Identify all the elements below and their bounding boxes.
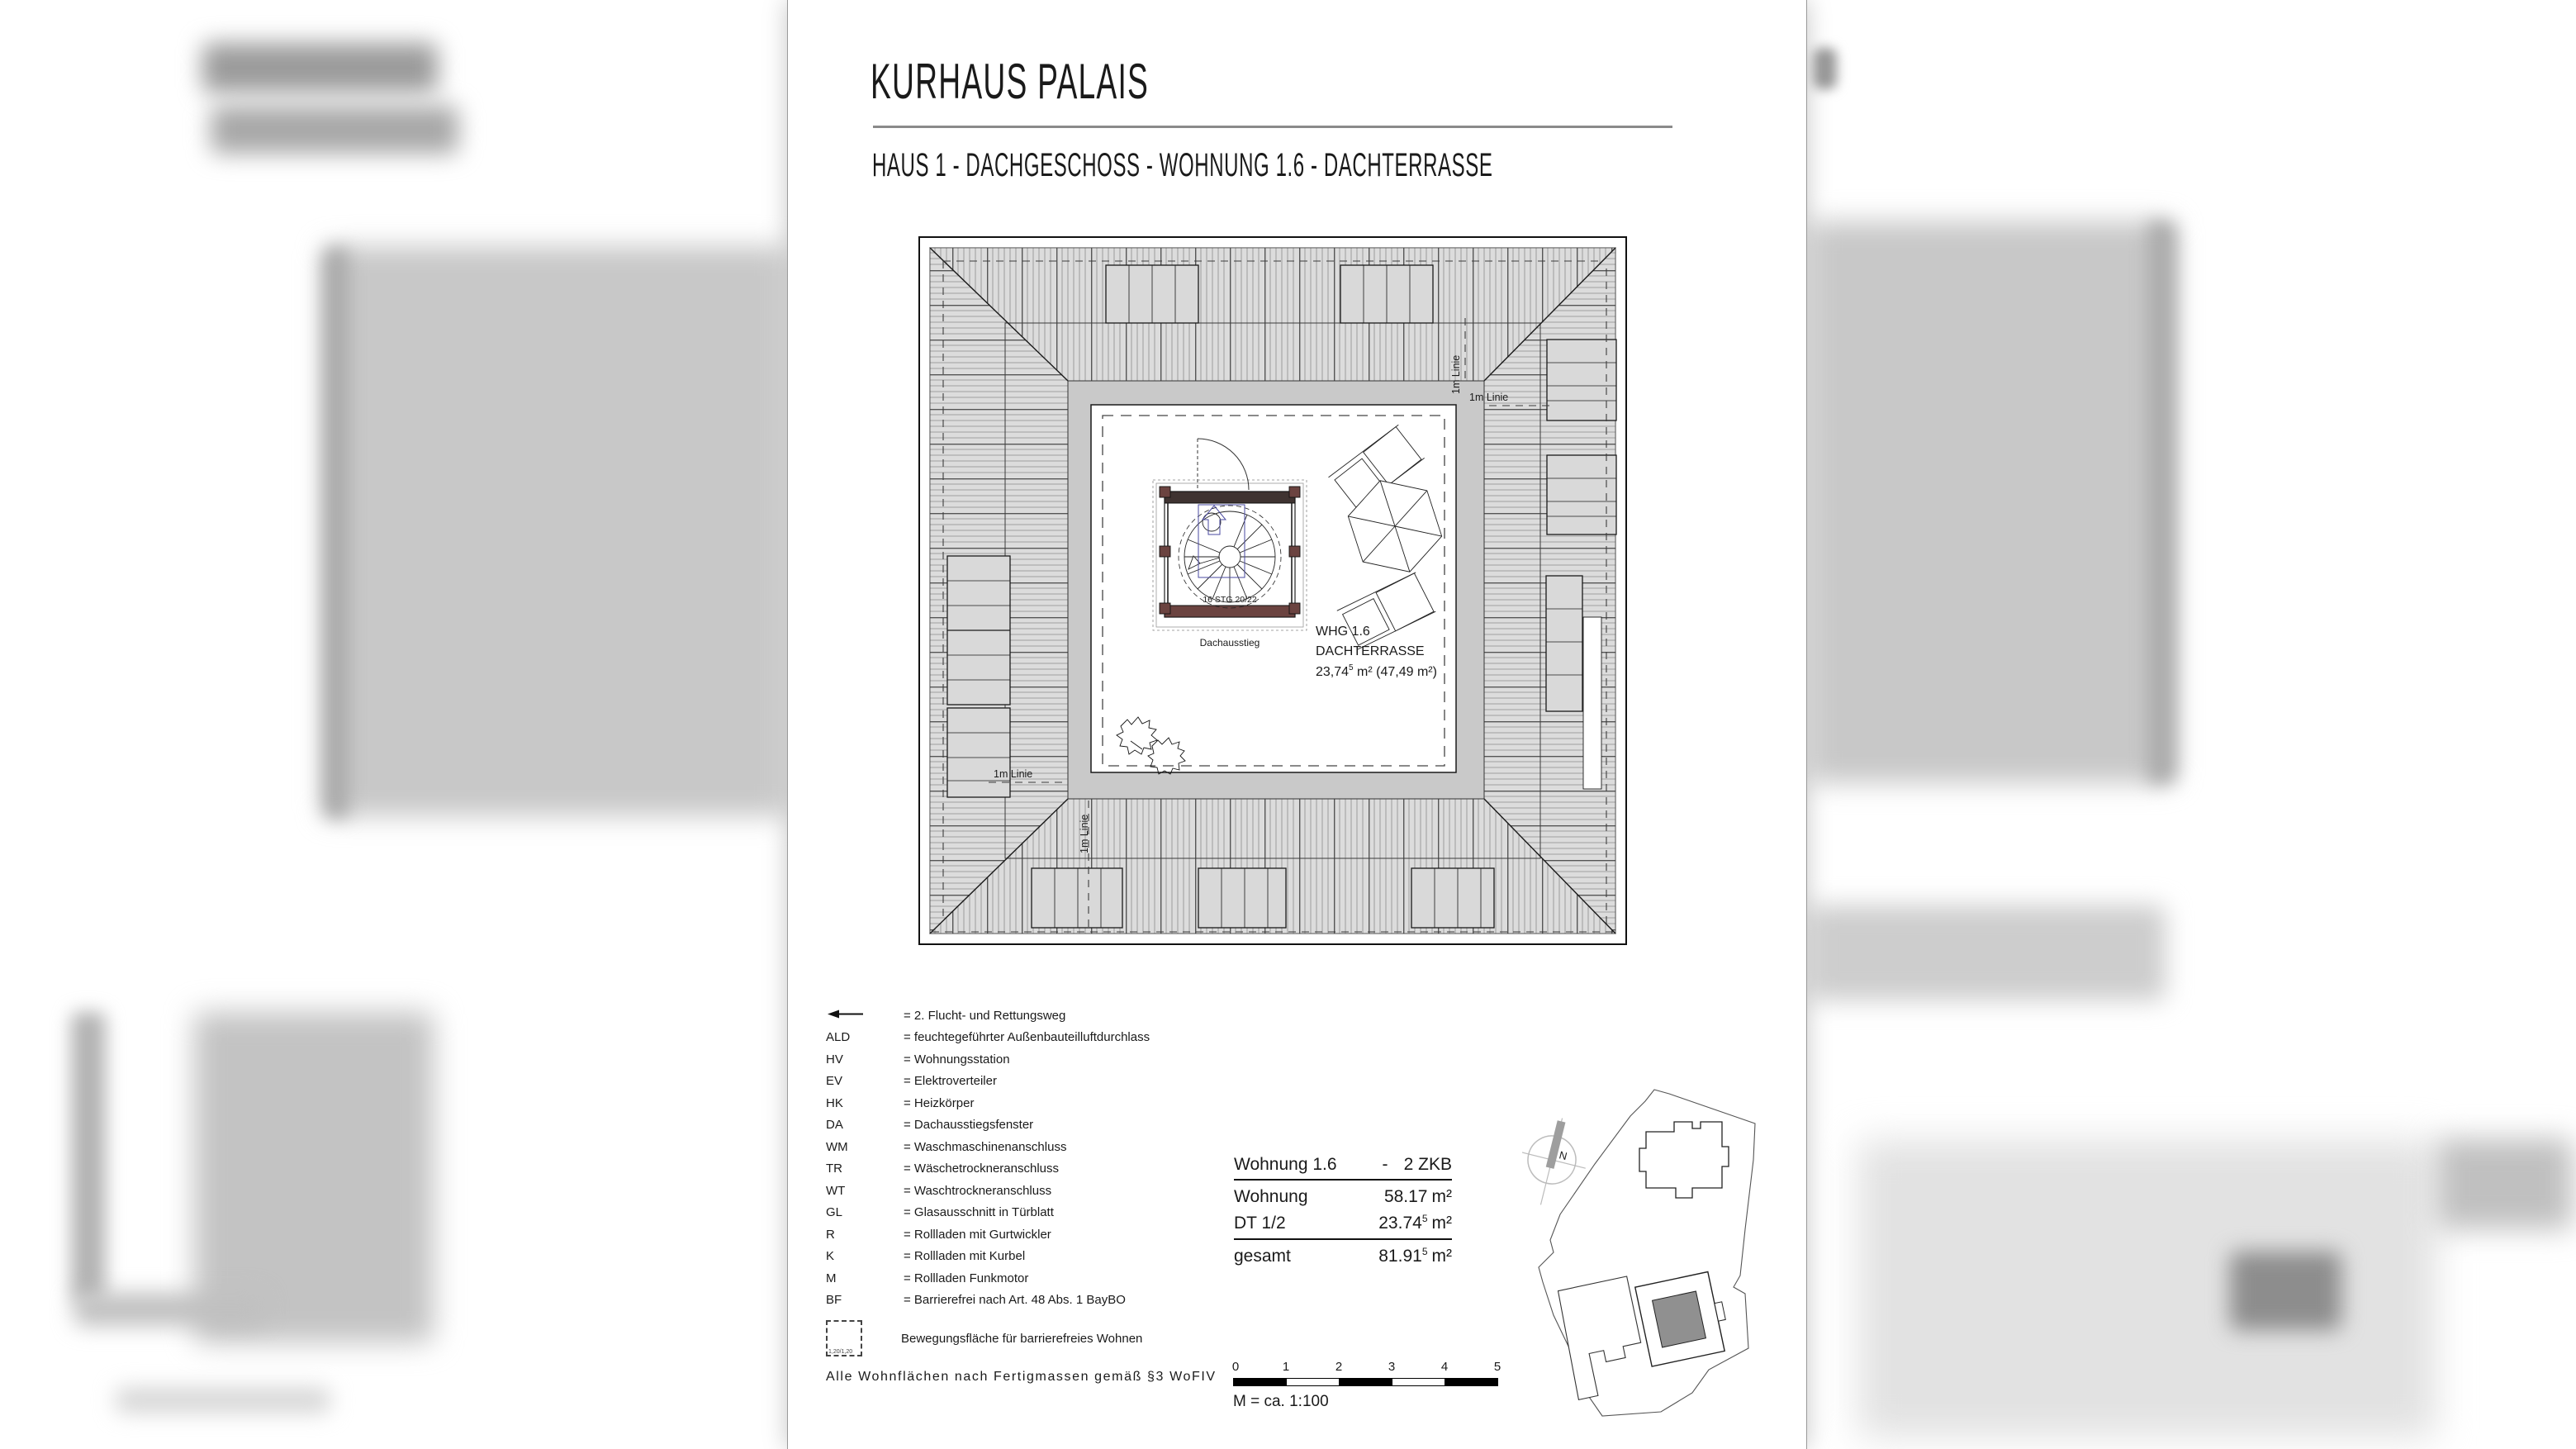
floor-plan <box>918 235 1628 946</box>
movement-area-icon <box>826 1320 862 1356</box>
page-title: KURHAUS PALAIS <box>871 54 1150 109</box>
north-label: N <box>1558 1148 1569 1163</box>
header-dash: - <box>1382 1155 1388 1174</box>
floor-plan-drawing <box>918 235 1628 946</box>
unit-name: Wohnung 1.6 <box>1234 1155 1337 1174</box>
svg-text:1m Linie: 1m Linie <box>1450 354 1462 394</box>
legend-row: WT = Waschtrockneranschluss <box>826 1183 1052 1198</box>
legend <box>826 1005 1150 1311</box>
haus1-highlight <box>1653 1291 1706 1347</box>
legend-row: M = Rollladen Funkmotor <box>826 1271 1029 1285</box>
scale-bar-segments <box>1233 1378 1498 1386</box>
building-footprint <box>1639 1122 1729 1198</box>
escape-route-arrow-icon <box>826 1009 904 1023</box>
title-divider <box>873 126 1672 128</box>
legend-row: R = Rollladen mit Gurtwickler <box>826 1227 1051 1242</box>
movement-area-dimension: 1,20/1,20 <box>828 1349 853 1355</box>
svg-text:23,745 m² (47,49 m²): 23,74$^5$ m² (47,49 m²) <box>1316 663 1437 679</box>
legend-row: DA = Dachausstiegsfenster <box>826 1118 1034 1133</box>
table-row: DT 1/2 23.74$^5$ m² <box>1234 1213 1452 1233</box>
legend-row: WM = Waschmaschinenanschluss <box>826 1139 1067 1154</box>
table-row: Wohnung 58.17 m² <box>1234 1187 1452 1206</box>
area-table <box>1234 1155 1452 1266</box>
legend-row: BF = Barrierefrei nach Art. 48 Abs. 1 BayBO <box>826 1293 1126 1308</box>
legend-row: HK = Heizkörper <box>826 1095 975 1110</box>
svg-text:WHG 1.6: WHG 1.6 <box>1316 625 1370 639</box>
legend-row: = 2. Flucht- und Rettungsweg <box>826 1005 1150 1027</box>
plan-sheet-page <box>787 0 1807 1449</box>
legend-row: K = Rollladen mit Kurbel <box>826 1249 1026 1264</box>
legend-row: GL = Glasausschnitt in Türblatt <box>826 1205 1054 1220</box>
movement-area-label: Bewegungsfläche für barrierefreies Wohnen <box>901 1332 1143 1346</box>
stair-count-label: 16 STG 20/22 <box>1203 595 1257 605</box>
svg-text:1m Linie: 1m Linie <box>1469 392 1509 403</box>
site-plan <box>1522 1067 1810 1435</box>
unit-type: 2 ZKB <box>1403 1155 1452 1174</box>
legend-row: TR = Wäschetrockneranschluss <box>826 1162 1059 1176</box>
legend-row: EV = Elektroverteiler <box>826 1074 997 1089</box>
table-total-row: gesamt 81.91$^5$ m² <box>1234 1238 1452 1266</box>
legend-row: HV = Wohnungsstation <box>826 1052 1010 1067</box>
svg-text:DACHTERRASSE: DACHTERRASSE <box>1316 644 1425 658</box>
scale-caption: M = ca. 1:100 <box>1233 1393 1329 1410</box>
living-area-note: Alle Wohnflächen nach Fertigmassen gemäß §3 WoFIV <box>826 1370 1217 1384</box>
legend-row: ALD = feuchtegeführter Außenbauteilluftdurchlass <box>826 1030 1150 1045</box>
page-subtitle: HAUS 1 - DACHGESCHOSS - WOHNUNG 1.6 - DACHTERRASSE <box>872 147 1493 183</box>
roof-access-label: Dachausstieg <box>1199 637 1260 648</box>
scale-bar: 0 1 2 3 4 5 M = ca. 1:100 <box>1231 1360 1501 1410</box>
svg-text:1m Linie: 1m Linie <box>1079 814 1090 853</box>
svg-text:1m Linie: 1m Linie <box>994 768 1033 780</box>
area-table-header <box>1234 1155 1452 1181</box>
